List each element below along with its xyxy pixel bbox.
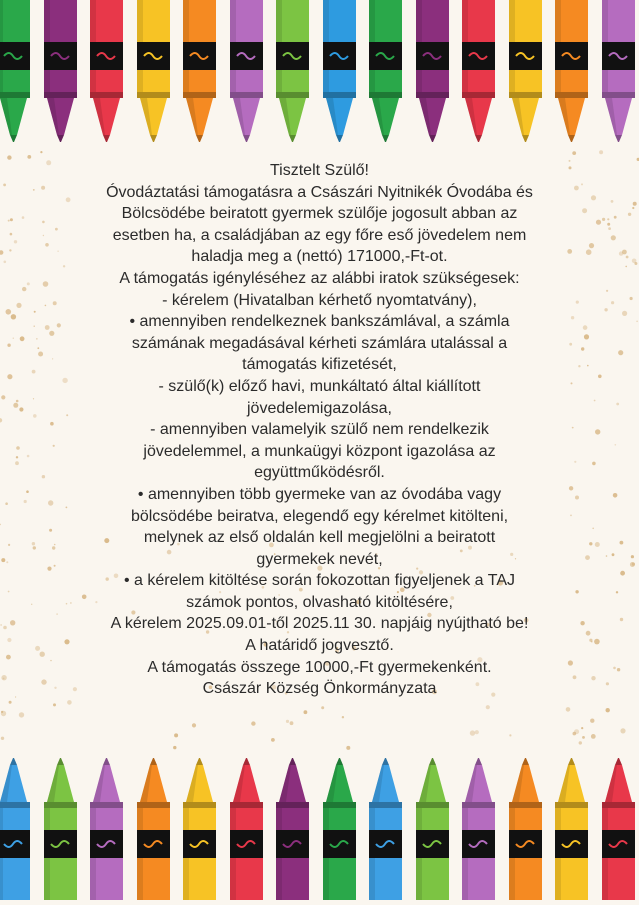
top-crayon <box>369 0 402 150</box>
bottom-crayon <box>44 755 77 905</box>
bottom-crayon <box>183 755 216 905</box>
speckle-dot <box>606 708 610 712</box>
speckle-dot <box>486 705 490 709</box>
bottom-crayon <box>462 755 495 905</box>
speckle-dot <box>579 741 582 744</box>
top-crayon <box>416 0 449 150</box>
speckle-dot <box>40 151 42 153</box>
bottom-crayon <box>602 755 635 905</box>
speckle-dot <box>192 723 196 727</box>
speckle-dot <box>7 155 11 159</box>
document-item-bank-account: • amennyiben rendelkeznek bankszámlával, a számla számának megadásával kérheti számlára utalással a támogatás kifizetését, <box>129 313 510 374</box>
speckle-dot <box>620 728 625 733</box>
speckle-dot <box>632 259 637 264</box>
top-crayon <box>323 0 356 150</box>
speckle-dot <box>1 737 4 740</box>
speckle-dot <box>15 696 16 697</box>
bottom-crayon <box>0 755 30 905</box>
speckle-dot <box>286 720 289 723</box>
speckle-dot <box>632 207 634 209</box>
speckle-dot <box>630 297 633 300</box>
speckle-dot <box>4 261 7 264</box>
top-crayon <box>602 0 635 150</box>
top-crayon <box>44 0 77 150</box>
speckle-dot <box>509 734 511 736</box>
speckle-dot <box>9 701 12 704</box>
speckle-dot <box>1 675 6 680</box>
speckle-dot <box>631 555 634 558</box>
speckle-dot <box>625 266 627 268</box>
bottom-crayon <box>509 755 542 905</box>
speckle-dot <box>619 251 623 255</box>
speckle-dot <box>581 727 583 729</box>
top-crayon <box>137 0 170 150</box>
speckle-dot <box>321 706 324 709</box>
speckle-dot <box>3 626 7 630</box>
speckle-dot <box>16 456 18 458</box>
speckle-dot <box>174 733 178 737</box>
speckle-dot <box>633 202 637 206</box>
speckle-dot <box>590 719 594 723</box>
top-crayon <box>509 0 542 150</box>
speckle-dot <box>15 461 19 465</box>
top-crayon-border <box>0 0 639 145</box>
speckle-dot <box>574 729 579 734</box>
speckle-dot <box>0 524 1 526</box>
top-crayon <box>555 0 588 150</box>
speckle-dot <box>5 502 8 505</box>
speckle-dot <box>628 213 631 216</box>
bottom-crayon <box>90 755 123 905</box>
speckle-dot <box>572 151 576 155</box>
speckle-dot <box>9 249 11 251</box>
speckle-dot <box>7 638 11 642</box>
speckle-dot <box>622 311 627 316</box>
speckle-dot <box>470 730 475 735</box>
speckle-dot <box>342 716 344 718</box>
speckle-dot <box>1 395 5 399</box>
speckle-dot <box>1 558 5 562</box>
speckle-dot <box>6 561 8 563</box>
speckle-dot <box>0 624 1 625</box>
speckle-dot <box>290 721 294 725</box>
speckle-dot <box>16 400 19 403</box>
top-crayon <box>90 0 123 150</box>
speckle-dot <box>346 746 350 750</box>
support-amount: A támogatás összege 10000,-Ft gyermekenként. <box>147 658 492 676</box>
speckle-dot <box>8 591 10 593</box>
speckle-dot <box>10 233 13 236</box>
speckle-dot <box>0 418 2 422</box>
bottom-crayon <box>323 755 356 905</box>
letter-greeting: Tisztelt Szülő! <box>270 162 369 179</box>
speckle-dot <box>10 620 15 625</box>
speckle-dot <box>620 541 624 545</box>
speckle-dot <box>3 184 6 187</box>
speckle-dot <box>599 150 603 154</box>
bottom-crayon <box>369 755 402 905</box>
speckle-dot <box>7 344 10 347</box>
top-crayon <box>462 0 495 150</box>
speckle-dot <box>620 571 625 576</box>
deadline-note: A határidő jogvesztő. <box>245 637 394 655</box>
speckle-dot <box>566 707 571 712</box>
documents-heading: A támogatás igényléséhez az alábbi iratok szükségesek: <box>119 269 520 287</box>
speckle-dot <box>632 563 635 566</box>
speckle-dot <box>67 700 72 705</box>
speckle-dot <box>0 250 3 255</box>
document-item-multiple-children: • amennyiben több gyermeke van az óvodába vagy bölcsödébe beiratva, elegendő egy kérelmet kitölteni, melynek az első oldalán kell megjelölni a beiratott gyermekek nevét, <box>130 485 509 568</box>
speckle-dot <box>7 374 12 379</box>
speckle-dot <box>1 711 3 713</box>
bottom-crayon <box>276 755 309 905</box>
document-item-labour-centre-certificate: - amennyiben valamelyik szülő nem rendelkezik jövedelemmel, a munkaügyi központ igazolása az együttműködésről. <box>143 421 496 482</box>
speckle-dot <box>304 710 308 714</box>
speckle-dot <box>53 703 56 706</box>
speckle-dot <box>13 403 18 408</box>
speckle-dot <box>636 321 638 323</box>
speckle-dot <box>19 712 24 717</box>
speckle-dot <box>626 256 629 259</box>
speckle-dot <box>173 746 176 749</box>
deadline-text: A kérelem 2025.09.01-től 2025.11 30. napjáig nyújtható be! <box>110 615 529 633</box>
speckle-dot <box>582 736 585 739</box>
speckle-dot <box>591 734 596 739</box>
top-crayon <box>276 0 309 150</box>
bottom-crayon <box>230 755 263 905</box>
document-item-taj-numbers: • a kérelem kitöltése során fokozottan figyeljenek a TAJ számok pontos, olvasható kitöltésére, <box>124 572 515 611</box>
speckle-dot <box>6 655 11 660</box>
speckle-dot <box>8 544 10 546</box>
speckle-dot <box>10 218 13 221</box>
top-crayon <box>0 0 30 150</box>
speckle-dot <box>271 738 275 742</box>
speckle-dot <box>6 309 12 315</box>
bottom-crayon <box>555 755 588 905</box>
document-item-income-certificate: - szülő(k) előző havi, munkáltató által kiállított jövedelemigazolása, <box>158 377 481 417</box>
document-item-application-form: - kérelem (Hivatalban kérhető nyomtatvány), <box>162 291 477 309</box>
speckle-dot <box>620 618 623 621</box>
speckle-dot <box>27 155 31 159</box>
bottom-crayon-border <box>0 755 639 900</box>
bottom-crayon <box>416 755 449 905</box>
signature: Császár Község Önkormányzata <box>202 680 437 698</box>
speckle-dot <box>475 730 479 734</box>
top-crayon <box>230 0 263 150</box>
speckle-dot <box>251 721 255 725</box>
speckle-dot <box>11 314 16 319</box>
letter-intro: Óvodáztatási támogatásra a Császári Nyitnikék Óvodába és Bölcsödébe beiratott gyermek szülője jogosult abban az esetben ha, a családjában az egy főre eső jövedelem nem haladja meg a (nettó) 171000,-Ft-ot. <box>106 183 533 266</box>
speckle-dot <box>8 220 10 222</box>
top-crayon <box>183 0 216 150</box>
speckle-dot <box>13 338 14 339</box>
speckle-dot <box>14 240 17 243</box>
bottom-crayon <box>137 755 170 905</box>
parent-notice-letter <box>20 160 619 700</box>
